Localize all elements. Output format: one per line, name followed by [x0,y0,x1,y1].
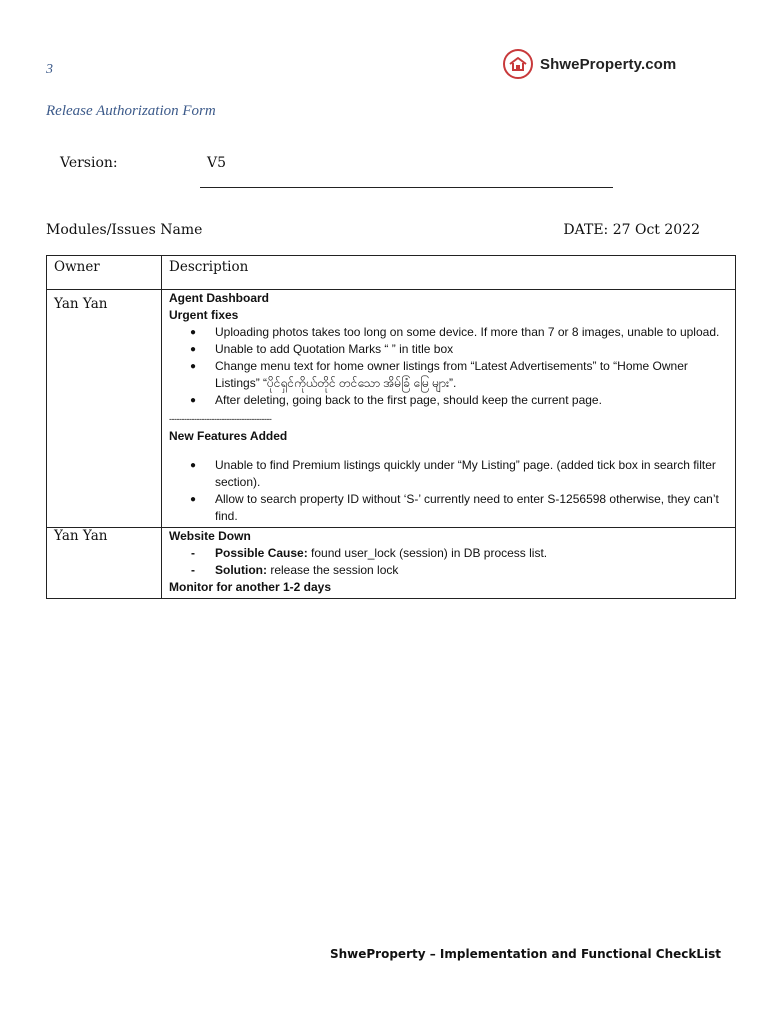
urgent-fixes-list [169,324,727,409]
item-label: Possible Cause: [215,546,308,560]
owner-header: Owner [47,256,162,289]
list-item [215,545,727,562]
item-label: Solution: [215,563,267,577]
page-number: 3 [46,62,53,77]
version-label: Version: [60,155,118,171]
page-footer: ShweProperty – Implementation and Functional CheckList [329,947,721,961]
table-header-row [47,256,735,289]
modules-issues-label: Modules/Issues Name [46,222,203,238]
table-row [47,527,735,598]
owner-cell: Yan Yan [47,290,162,527]
list-item: ● After deleting, going back to the first page, should keep the current page. [215,392,727,409]
item-text: release the session lock [266,563,399,577]
section-subtitle: Urgent fixes [169,308,239,322]
list-item [215,562,727,579]
company-logo [503,47,676,81]
section-title: Website Down [169,529,251,543]
section-title: Agent Dashboard [169,291,270,305]
release-table [46,255,736,599]
description-header: Description [169,259,249,275]
description-cell [162,528,735,598]
house-icon [503,49,533,79]
table-row [47,289,735,527]
list-item: ● Change menu text for home owner listings from “Latest Advertisements” to “Home Owner Listings” “ပိုင်ရှင်ကိုယ်တိုင် တင်သော အိမ်ခြံ မြေ များ”. [215,358,727,392]
issue-details-list [169,545,727,579]
monitor-note: Monitor for another 1-2 days [169,580,332,594]
list-item: ● Unable to add Quotation Marks “ ” in title box [215,341,727,358]
separator-line: ----------------------------------------- [169,414,272,424]
list-item: ● Unable to find Premium listings quickly under “My Listing” page. (added tick box in search filter section). [215,457,727,491]
new-features-list [169,457,727,525]
logo-text: ShweProperty.com [540,55,677,73]
list-item: ● Allow to search property ID without ‘S-’ currently need to enter S-1256598 otherwise, they can’t find. [215,491,727,525]
date-label: DATE: 27 Oct 2022 [563,222,700,238]
form-title: Release Authorization Form [46,103,216,119]
list-item: ● Uploading photos takes too long on some device. If more than 7 or 8 images, unable to upload. [215,324,727,341]
version-underline [200,187,613,188]
version-value: V5 [207,155,227,171]
section-title: New Features Added [169,429,288,443]
description-cell [162,290,735,527]
item-text: found user_lock (session) in DB process list. [307,546,548,560]
owner-cell: Yan Yan [47,528,162,598]
